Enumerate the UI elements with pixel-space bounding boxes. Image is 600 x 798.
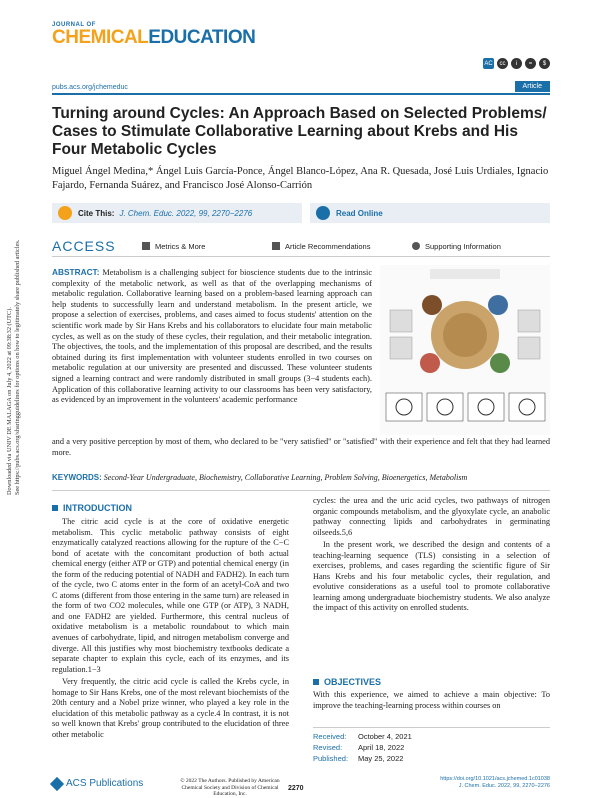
globe-icon [316,206,330,220]
toc-student-4 [490,353,510,373]
toc-student-3 [420,353,440,373]
footer-citation: J. Chem. Educ. 2022, 99, 2270−2276 [458,783,550,789]
by-icon: i [511,58,522,69]
toc-banner [430,269,500,279]
intro-paragraph-2: Very frequently, the citric acid cycle is called the Krebs cycle, in homage to Sir Hans Krebs, one of the most relevant biochemists of the 20th century and a Nobel prize winner, who played a key role in the elucidation of this metabolic pathway as a cycle.4 In contrast, it is not so well known that Krebs' group contributed to the elucidation of three other metabolic [52,677,289,739]
objectives-heading [313,677,381,687]
article-type-badge: Article [515,81,550,92]
toc-panel-left-1 [390,310,412,332]
recommendations-link[interactable] [272,242,412,251]
doi-link[interactable]: https://doi.org/10.1021/acs.jchemed.1c01038 [440,776,550,782]
copyright-notice: © 2022 The Authors. Published by American Chemical Society and Division of Chemical Education, Inc. [180,778,280,797]
journal-logo-top: JOURNAL OF [52,22,96,28]
journal-logo-chem: CHEMICAL [52,27,149,48]
section-marker-icon [313,679,319,685]
acs-logo-icon [50,776,64,790]
intro-paragraph-1: The citric acid cycle is at the core of oxidative energetic metabolism. This cyclic metabolic pathway consists of eight enzymatically catalyzed reactions allowing for the rupture of the C−C bond of acetate with the concomitant production of both actual chemical energy (either ATP or GTP) and potential chemical energy (in the form of the reducing potential of NADH and FADH2). In each turn of the cycle, two C atoms enter in the form of an acetyl-CoA and two C atoms (different from those entering in the same turn) are released in the form of two CO2 molecules, while one GTP (or ATP), 3 NADH, and one FADH2 are yielded. Furthermore, this central nucleus of oxidative metabolism is a metabolic roundabout to which main avenues of carbohydrate, lipid, and nitrogen metabolism converge and diverge. All this justifies why most biochemistry textbooks dedicate a separate chapter to explain this cycle, each of its enzymes, and its regulation.1−3 [52,517,289,674]
intro-paragraph-3: cycles: the urea and the uric acid cycles, two pathways of nitrogen organic compounds metabolism, and the glyoxylate cycle, an anabolic pathway connecting lipids and carbohydrates in germinating oilseeds.5,6 [313,496,550,537]
supporting-info-label: Supporting Information [425,241,501,251]
open-access-icons [483,58,550,69]
cite-icon [58,206,72,220]
article-title: Turning around Cycles: An Approach Based on Selected Problems/ Cases to Stimulate Collaborative Learning about Krebs and His Four Metabolic Cycles [52,105,547,158]
bar-chart-icon [142,242,150,250]
objectives-text: With this experience, we aimed to achieve a main objective: To improve the teaching-learning process within courses on [313,690,550,710]
abstract-body: Metabolism is a challenging subject for bioscience students due to the intrinsic complexity of the metabolic network, as well as that of the overlapping mechanisms of metabolic regulation. Collaborative learning based on a problem-based learning approach can help students to successfully learn and understand metabolism. In the present article, we propose a selection of exercises, problems, and cases aimed to focus students' attention on the scientific work made by Sir Hans Krebs and his collaborators to elucidate four main metabolic cycles, as well as on the study of these cycles, their regulation, and their metabolic integration. The objectives, the tools, and the implementation of this proposal are described, and the results obtained during its first implementation with volunteer students enrolled in two courses on metabolic regulation at our university are presented and discussed. These volunteer students signed a learning contract and were randomly distributed in small groups (3−4 students each). Application of this collaborative learning activity to our classrooms has been very satisfactory, as evidenced by an improvement in the volunteers' academic performance [52,268,372,405]
keywords [52,473,550,483]
read-online-label: Read Online [336,208,383,218]
abstract-label: ABSTRACT: [52,267,100,277]
toc-student-2 [488,295,508,315]
journal-logo [52,27,255,49]
metrics-label: Metrics & More [155,241,206,251]
right-column [313,496,550,616]
read-online-button[interactable] [310,203,550,223]
toc-cycle-card-2 [427,393,463,421]
abstract-continued: and a very positive perception by most of them, who declared to be "very satisfied" or "satisfied" with their experience and felt that they had learned more. [52,437,550,457]
date-received: Received: October 4, 2021 [313,732,412,741]
acs-publications-logo [52,778,143,789]
acs-publications-label: ACS Publications [66,778,144,789]
keywords-label: KEYWORDS: [52,473,102,482]
download-note-line-1: Downloaded via UNIV DE MALAGA on July 4, 2022 at 09:38:32 (UTC). [6,307,13,495]
toc-panel-right-2 [518,337,540,359]
access-bar [52,236,550,257]
plus-circle-icon [412,242,420,250]
cc-icon: cc [497,58,508,69]
introduction-heading-label: INTRODUCTION [63,503,132,513]
cite-label: Cite This: [78,208,115,218]
toc-table-inner [443,313,487,357]
author-list: Miguel Ángel Medina,* Ángel Luis García-Ponce, Ángel Blanco-López, Ana R. Quesada, José Luis Urdiales, Ignacio Fajardo, Fernanda Suárez, and Francisco José Alonso-Carrión [52,166,549,191]
toc-cycle-card-3 [468,393,504,421]
objectives-heading-label: OBJECTIVES [324,677,382,687]
toc-cycle-card-1 [386,393,422,421]
toc-panel-left-2 [390,337,412,359]
supporting-info-link[interactable] [412,242,501,251]
date-published: Published: May 25, 2022 [313,754,404,763]
intro-paragraph-4: In the present work, we described the design and contents of a teaching-learning sequence (TLS) consisting in a selection of exercises, problems, and cases regarding the scientific figure of Sir Hans Krebs and his four metabolic cycles, their regulation, and evolutive considerations as a useful tool to promote collaborative learning among undergraduate biochemistry students. We also analyze the impact of this activity on enrolled students. [313,540,550,613]
download-note [6,240,22,495]
document-icon [272,242,280,250]
nc-icon: $ [539,58,550,69]
cite-reference[interactable]: J. Chem. Educ. 2022, 99, 2270−2276 [119,208,253,218]
date-revised: Revised: April 18, 2022 [313,743,405,752]
journal-logo-edu: EDUCATION [148,27,256,48]
publication-dates [313,727,550,764]
acs-authorchoice-icon: AC [483,58,494,69]
journal-url[interactable]: pubs.acs.org/jchemeduc [52,84,128,91]
introduction-heading [52,503,132,513]
header-divider [52,93,550,95]
toc-graphic [380,265,550,435]
abstract-divider [52,490,550,491]
section-marker-icon [52,505,58,511]
nd-icon: = [525,58,536,69]
abstract-text [52,267,372,406]
recommendations-label: Article Recommendations [285,241,371,251]
toc-panel-right-1 [518,310,540,332]
metrics-link[interactable] [142,242,272,251]
toc-student-1 [422,295,442,315]
cite-this-box[interactable] [52,203,302,223]
download-note-line-2: See https://pubs.acs.org/sharingguidelines for options on how to legitimately share published articles. [14,239,21,495]
access-label: ACCESS [52,238,116,254]
keywords-list: Second-Year Undergraduate, Biochemistry, Collaborative Learning, Problem Solving, Bioenergetics, Metabolism [103,473,468,482]
footer-doi[interactable] [440,776,550,790]
toc-cycle-card-4 [509,393,545,421]
page-number: 2270 [288,785,304,792]
left-column [52,517,289,742]
